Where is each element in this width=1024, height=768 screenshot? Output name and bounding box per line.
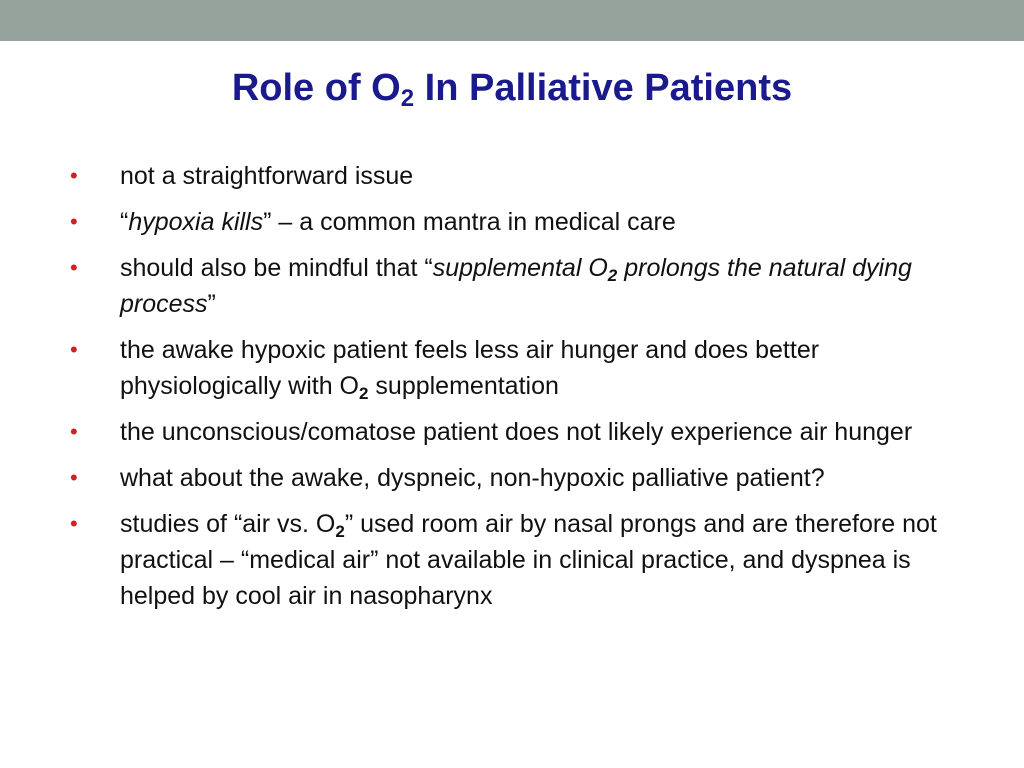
subscript: 2 [359, 384, 369, 403]
bullet-icon: • [70, 419, 78, 444]
bullet-text: what about the awake, dyspneic, non-hypoxic palliative patient? [120, 464, 825, 492]
subscript: 2 [607, 266, 618, 285]
bullet-item-5 [70, 414, 970, 450]
bullet-text: ” – a common mantra in medical care [263, 208, 676, 236]
slide-title [0, 60, 1024, 116]
bullet-icon: • [70, 163, 78, 188]
bullet-icon: • [70, 337, 78, 362]
bullet-text: not a straightforward issue [120, 162, 414, 190]
title-text-end: In Palliative Patients [414, 67, 793, 109]
bullet-item-6 [70, 460, 970, 496]
quote-open: “ [120, 208, 129, 236]
bullet-text: the unconscious/comatose patient does not likely experience air hunger [120, 418, 913, 446]
bullet-italic-text-end: prolongs the natural dying process [120, 254, 912, 318]
title-subscript: 2 [400, 85, 415, 112]
bullet-item-2 [70, 204, 970, 240]
bullet-text: studies of “air vs. O [120, 510, 336, 538]
title-text-start: Role of O [231, 67, 401, 109]
bullet-italic-text: hypoxia kills [128, 208, 264, 236]
bullet-text-end: ” used room air by nasal prongs and are therefore not practical – “medical air” not available in clinical practice, and dyspnea is helped by cool air in nasopharynx [120, 510, 937, 610]
bullet-icon: • [70, 209, 78, 234]
bullet-item-3 [70, 250, 970, 322]
bullet-item-1 [70, 158, 970, 194]
bullet-list [70, 158, 970, 624]
bullet-item-7 [70, 506, 970, 614]
subscript: 2 [335, 522, 345, 541]
bullet-item-4 [70, 332, 970, 404]
bullet-text: the awake hypoxic patient feels less air hunger and does better physiologically with O [120, 336, 820, 400]
bullet-italic-text: supplemental O [432, 254, 608, 282]
bullet-icon: • [70, 511, 78, 536]
bullet-text-end: supplementation [368, 372, 559, 400]
bullet-text: should also be mindful that “ [120, 254, 433, 282]
quote-close: ” [207, 290, 216, 318]
bullet-icon: • [70, 465, 78, 490]
top-decorative-bar [0, 0, 1024, 41]
bullet-icon: • [70, 255, 78, 280]
